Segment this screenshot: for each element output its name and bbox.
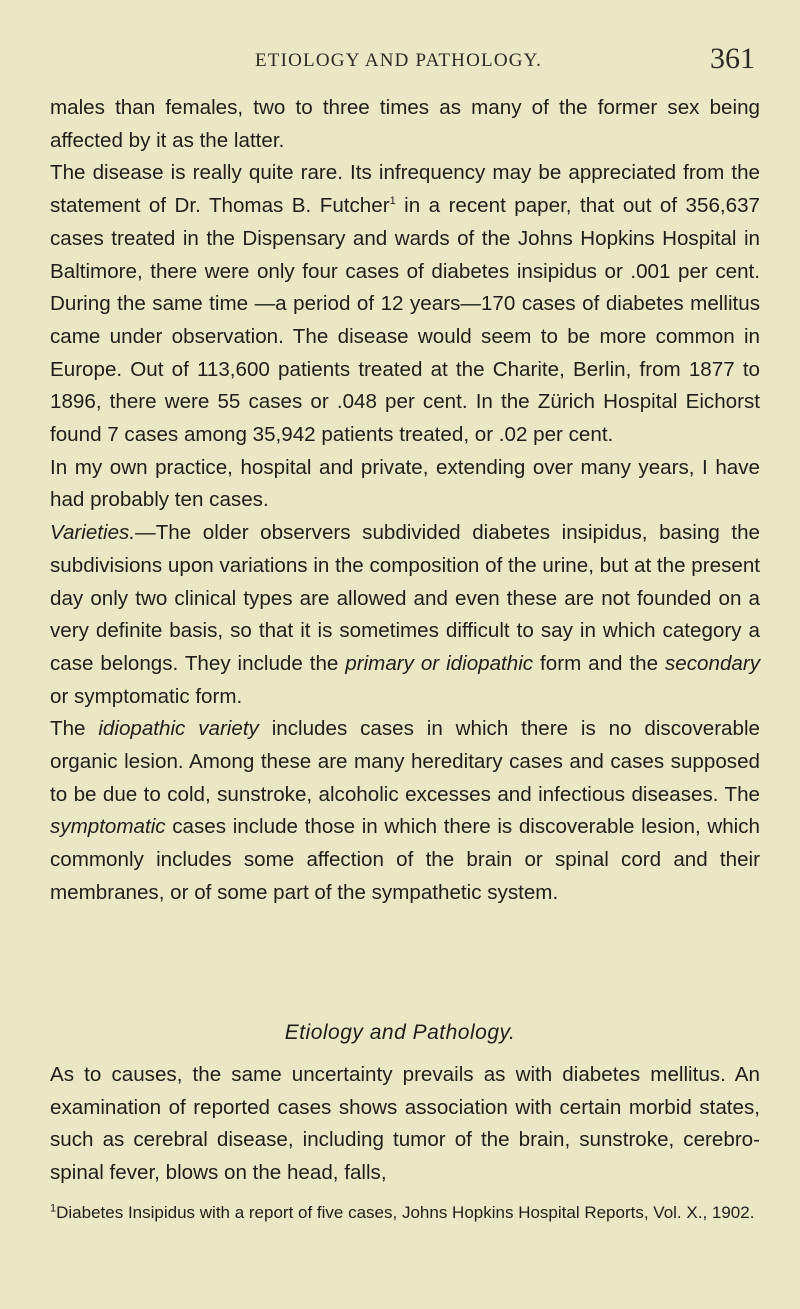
primary-term: primary or idiopathic <box>345 651 534 675</box>
footnote-reference: 1 <box>389 195 396 208</box>
footnote <box>50 1200 760 1225</box>
body-text <box>50 92 760 910</box>
page-number: 361 <box>710 42 755 75</box>
paragraph-4-text-c: or symptomatic form. <box>50 684 243 708</box>
idiopathic-term: idiopathic variety <box>98 717 259 741</box>
secondary-term: secondary <box>664 651 760 675</box>
symptomatic-term: symptomatic <box>50 815 166 839</box>
paragraph-5-text-a: The <box>50 717 99 741</box>
paragraph-1: males than females, two to three times as many of the former sex being affected by it as the latter. <box>50 96 760 152</box>
footnote-text: Diabetes Insipidus with a report of five cases, Johns Hopkins Hospital Reports, Vol. X., 1902. <box>56 1203 755 1222</box>
paragraph-2 <box>50 157 760 451</box>
paragraph-5-text-b: includes cases in which there is no discoverable organic lesion. Among these are many hereditary cases and cases supposed to be due to cold, sunstroke, alcoholic excesses and infectious diseases. The <box>50 717 760 806</box>
varieties-lead: Varieties. <box>50 521 136 545</box>
paragraph-5-text-c: cases include those in which there is discoverable lesion, which commonly includes some affection of the brain or spinal cord and their membranes, or of some part of the sympathetic system. <box>50 815 760 904</box>
section-heading: Etiology and Pathology. <box>284 1021 516 1044</box>
paragraph-4-text-a: —The older observers subdivided diabetes insipidus, basing the subdivisions upon variations in the composition of the urine, but at the present day only two clinical types are allowed and even these are not founded on a very definite basis, so that it is sometimes difficult to say in which category a case belongs. They include the <box>50 521 760 675</box>
paragraph-3: In my own practice, hospital and private, extending over many years, I have had probably ten cases. <box>50 455 760 512</box>
running-head: ETIOLOGY AND PATHOLOGY. <box>255 50 543 71</box>
paragraph-2-text-b: in a recent paper, that out of 356,637 cases treated in the Dispensary and wards of the Johns Hopkins Hospital in Baltimore, there were only four cases of diabetes insipidus or .001 per cent. During the same time —a period of 12 years—170 cases of diabetes mellitus came under observation. The disease would seem to be more common in Europe. Out of 113,600 patients treated at the Charite, Berlin, from 1877 to 1896, there were 55 cases or .048 per cent. In the Zürich Hospital Eichorst found 7 cases among 35,942 patients treated, or .02 per cent. <box>50 194 760 447</box>
section-body: As to causes, the same uncertainty prevails as with diabetes mellitus. An examination of reported cases shows association with certain morbid states, such as cerebral disease, including tumor of the brain, sunstroke, cerebro-spinal fever, blows on the head, falls, <box>50 1063 760 1185</box>
paragraph-4-text-b: form and the <box>533 651 665 675</box>
paragraph-4 <box>50 517 760 713</box>
paragraph-5 <box>50 713 760 909</box>
paragraph-2-text-a: The disease is really quite rare. Its infrequency may be appreciated from the statement of Dr. Thomas B. Futcher <box>50 161 760 218</box>
footnote-marker: 1 <box>50 1202 57 1215</box>
